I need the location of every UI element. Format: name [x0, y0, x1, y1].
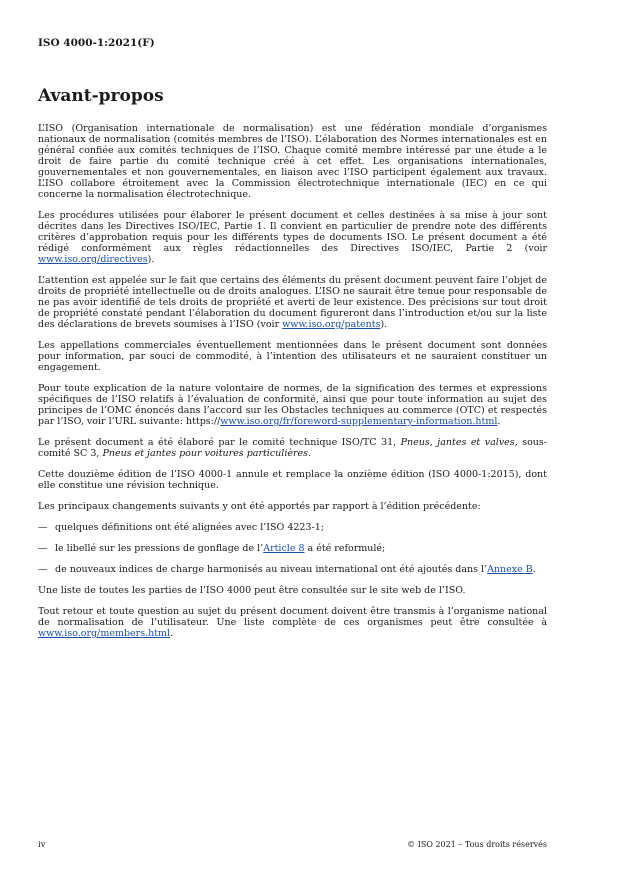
paragraph-procedures-end: ).: [147, 254, 155, 265]
committee-title: Pneus, jantes et valves: [400, 437, 515, 448]
members-link[interactable]: www.iso.org/members.html: [38, 628, 171, 639]
change-item-text-before: de nouveaux indices de charge harmonisés au niveau international ont été ajoutés dans l’: [55, 564, 488, 575]
paragraph-committee: [38, 437, 547, 459]
paragraph-procedures: [38, 210, 547, 265]
page-number: iv: [38, 840, 46, 850]
paragraph-committee-middle: , sous-comité SC 3,: [38, 437, 547, 459]
paragraph-patents: [38, 275, 547, 330]
paragraph-feedback-end: .: [170, 628, 174, 639]
page-title: Avant-propos: [38, 86, 164, 106]
annex-b-link[interactable]: Annexe B: [487, 564, 533, 575]
dash-marker: —: [38, 564, 48, 575]
foreword-info-link[interactable]: www.iso.org/fr/foreword-supplementary-information.html: [220, 416, 498, 427]
paragraph-iso-intro: L’ISO (Organisation internationale de normalisation) est une fédération mondiale d’organismes nationaux de normalisation (comités membres de l’ISO). L’élaboration des Normes internationales est en général confiée aux comités techniques de l’ISO. Chaque comité membre intéressé par une étude a le droit de faire partie du comité technique créé à cet effet. Les organisations internationales, gouvernementales et non gouvernementales, en liaison avec l’ISO participent également aux travaux. L’ISO collabore étroitement avec la Commission électrotechnique internationale (IEC) en ce qui concerne la normalisation électrotechnique.: [38, 123, 547, 200]
subcommittee-title: Pneus et jantes pour voitures particulières: [102, 448, 309, 459]
paragraph-voluntary-text: Pour toute explication de la nature volontaire de normes, de la signification des termes et expressions spécifiques de l’ISO relatifs à l’évaluation de conformité, ainsi que pour toute information au sujet des principes de l’OMC énoncés dans l’accord sur les Obstacles techniques au commerce (OTC) et respectés par l’ISO, voir l’URL suivante: https://: [38, 383, 547, 427]
change-item: [38, 543, 547, 554]
paragraph-patents-end: ).: [380, 319, 388, 330]
dash-marker: —: [38, 543, 48, 554]
change-item-text-before: le libellé sur les pressions de gonflage de l’: [55, 543, 264, 554]
paragraph-patents-text: L’attention est appelée sur le fait que certains des éléments du présent document peuvent faire l’objet de droits de propriété intellectuelle ou de droits analogues. L’ISO ne saurait être tenue pour responsable de ne pas avoir identifié de tels droits de propriété et averti de leur existence. Des précisions sur tout droit de propriété constaté pendant l’élaboration du document figureront dans l’introduction et/ou sur la liste des déclarations de brevets soumises à l’ISO (voir: [38, 275, 547, 330]
paragraph-edition: Cette douzième édition de l’ISO 4000-1 annule et remplace la onzième édition (ISO 4000-1:2015), dont elle constitue une révision technique.: [38, 469, 547, 491]
article-8-link[interactable]: Article 8: [263, 543, 305, 554]
paragraph-committee-end: .: [308, 448, 312, 459]
dash-marker: —: [38, 522, 48, 533]
paragraph-changes-intro: Les principaux changements suivants y ont été apportés par rapport à l’édition précédente:: [38, 501, 481, 512]
paragraph-committee-text: Le présent document a été élaboré par le comité technique ISO/TC 31,: [38, 437, 401, 448]
document-id: ISO 4000-1:2021(F): [38, 37, 155, 49]
change-item: [38, 522, 547, 533]
copyright-notice: © ISO 2021 – Tous droits réservés: [407, 840, 547, 849]
paragraph-voluntary-nature: [38, 383, 547, 427]
paragraph-procedures-text: Les procédures utilisées pour élaborer le présent document et celles destinées à sa mise à jour sont décrites dans les Directives ISO/IEC, Partie 1. Il convient en particulier de prendre note des différents critères d’approbation requis pour les différents types de documents ISO. Le présent document a été rédigé conformément aux règles rédactionnelles des Directives ISO/IEC, Partie 2 (voir: [38, 210, 547, 254]
patents-link[interactable]: www.iso.org/patents: [282, 319, 381, 330]
paragraph-trade-names: Les appellations commerciales éventuellement mentionnées dans le présent document sont données pour information, par souci de commodité, à l’intention des utilisateurs et ne sauraient constituer un engagement.: [38, 340, 547, 373]
change-item-text-after: a été reformulé;: [304, 543, 386, 554]
directives-link[interactable]: www.iso.org/directives: [38, 254, 148, 265]
change-item-text: [55, 543, 385, 554]
paragraph-voluntary-end: .: [497, 416, 501, 427]
change-item-text: [55, 564, 536, 575]
change-item-text: quelques définitions ont été alignées avec l’ISO 4223-1;: [55, 522, 324, 533]
paragraph-feedback: [38, 606, 547, 639]
change-item: [38, 564, 547, 575]
paragraph-parts-list: Une liste de toutes les parties de l’ISO 4000 peut être consultée sur le site web de l’ISO.: [38, 585, 466, 596]
foreword-body: [38, 123, 547, 649]
paragraph-feedback-text: Tout retour et toute question au sujet du présent document doivent être transmis à l’organisme national de normalisation de l’utilisateur. Une liste complète de ces organismes peut être consultée à: [38, 606, 547, 628]
change-item-text-after: .: [532, 564, 536, 575]
